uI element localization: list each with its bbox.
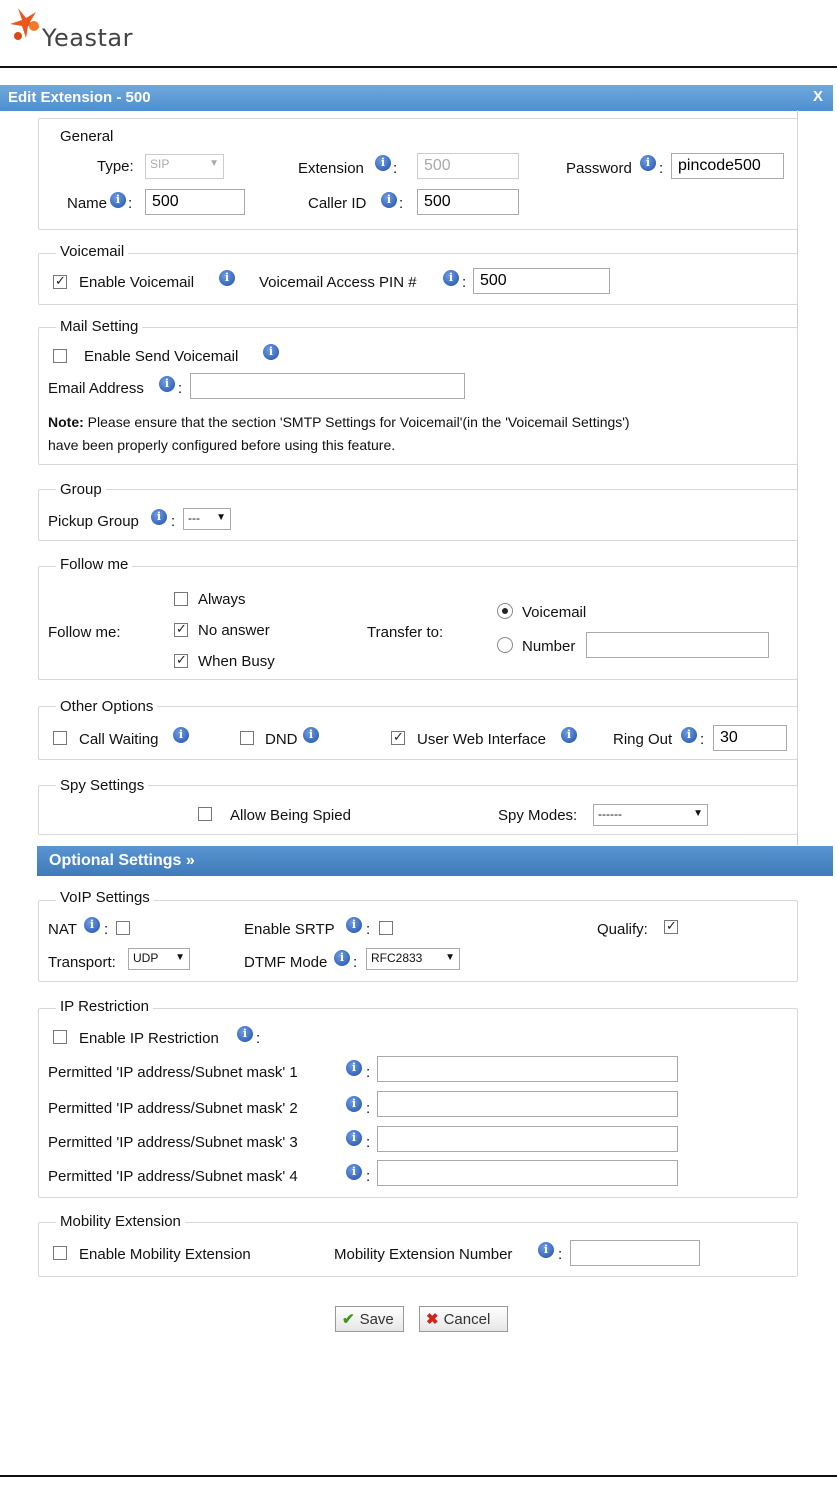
colon: : — [366, 1168, 371, 1185]
extension-input[interactable] — [417, 153, 519, 179]
followme-number-input[interactable] — [586, 632, 769, 658]
colon: : — [366, 921, 371, 938]
ip-row-4-input[interactable] — [377, 1160, 678, 1186]
followme-fieldset — [38, 566, 798, 680]
ip-row-2-label: Permitted 'IP address/Subnet mask' 2 — [48, 1100, 298, 1117]
transport-label: Transport: — [48, 954, 116, 971]
number-radio[interactable] — [497, 637, 513, 653]
checkmark-icon: ✔ — [342, 1311, 355, 1328]
noanswer-label: No answer — [198, 622, 270, 639]
type-select[interactable]: SIP ▼ — [145, 154, 224, 179]
password-input[interactable] — [671, 153, 784, 179]
dtmf-label: DTMF Mode — [244, 954, 328, 971]
colon: : — [256, 1030, 261, 1047]
whenbusy-label: When Busy — [198, 653, 275, 670]
pin-input[interactable] — [473, 268, 610, 294]
ip-row-4-label: Permitted 'IP address/Subnet mask' 4 — [48, 1168, 298, 1185]
qualify-checkbox[interactable] — [664, 920, 678, 934]
colon: : — [104, 921, 109, 938]
dtmf-select[interactable]: RFC2833 ▼ — [366, 948, 460, 970]
name-input[interactable] — [145, 189, 245, 215]
info-icon[interactable]: i — [443, 270, 459, 286]
info-icon[interactable]: i — [375, 155, 391, 171]
info-icon[interactable]: i — [219, 270, 235, 286]
colon: : — [659, 160, 664, 177]
voicemail-radio[interactable] — [497, 603, 513, 619]
callwaiting-checkbox[interactable] — [53, 731, 67, 745]
mail-legend: Mail Setting — [56, 318, 142, 335]
close-button[interactable]: X — [812, 88, 823, 105]
optional-settings-toggle[interactable] — [37, 846, 833, 876]
ip-row-1-input[interactable] — [377, 1056, 678, 1082]
info-icon[interactable]: i — [346, 1164, 362, 1180]
info-icon[interactable]: i — [263, 344, 279, 360]
colon: : — [171, 513, 176, 530]
always-checkbox[interactable] — [174, 592, 188, 606]
info-icon[interactable]: i — [346, 1130, 362, 1146]
colon: : — [399, 195, 404, 212]
srtp-checkbox[interactable] — [379, 921, 393, 935]
ringout-label: Ring Out — [613, 731, 673, 748]
dialog-title: Edit Extension - 500 — [8, 89, 151, 106]
info-icon[interactable]: i — [346, 1060, 362, 1076]
mail-note-line1 — [48, 414, 630, 430]
chevron-down-icon: ▼ — [209, 158, 219, 169]
colon: : — [366, 1100, 371, 1117]
qualify-label: Qualify: — [597, 921, 648, 938]
optional-settings-title: Optional Settings » — [49, 852, 195, 869]
colon: : — [700, 731, 705, 748]
chevron-down-icon: ▼ — [693, 808, 703, 819]
info-icon[interactable]: i — [346, 1096, 362, 1112]
colon: : — [353, 954, 358, 971]
general-legend: General — [56, 128, 117, 145]
email-input[interactable] — [190, 373, 465, 399]
followme-legend: Follow me — [56, 556, 132, 573]
enable-voicemail-label: Enable Voicemail — [79, 274, 195, 291]
bottom-rule — [0, 1475, 837, 1477]
info-icon[interactable]: i — [681, 727, 697, 743]
ip-row-1-label: Permitted 'IP address/Subnet mask' 1 — [48, 1064, 298, 1081]
note-bold: Note: — [48, 414, 84, 430]
info-icon[interactable]: i — [151, 509, 167, 525]
chevron-down-icon: ▼ — [216, 512, 226, 523]
colon: : — [128, 195, 133, 212]
logo-text: Yeastar — [42, 24, 133, 52]
always-label: Always — [198, 591, 246, 608]
info-icon[interactable]: i — [237, 1026, 253, 1042]
info-icon[interactable]: i — [110, 192, 126, 208]
voicemail-radio-label: Voicemail — [522, 604, 587, 621]
mobility-legend: Mobility Extension — [56, 1213, 185, 1230]
pin-label: Voicemail Access PIN # — [259, 274, 417, 291]
allow-spied-label: Allow Being Spied — [230, 807, 351, 824]
group-legend: Group — [56, 481, 106, 498]
allow-spied-checkbox[interactable] — [198, 807, 212, 821]
info-icon[interactable]: i — [159, 376, 175, 392]
srtp-label: Enable SRTP — [244, 921, 335, 938]
mail-note-line2: have been properly configured before using this feature. — [48, 437, 396, 453]
mobility-number-input[interactable] — [570, 1240, 700, 1266]
colon: : — [393, 160, 398, 177]
webif-label: User Web Interface — [417, 731, 546, 748]
colon: : — [366, 1064, 371, 1081]
pickup-group-select[interactable]: --- ▼ — [183, 508, 231, 530]
extension-label: Extension — [298, 160, 364, 177]
followme-label: Follow me: — [48, 624, 121, 641]
webif-checkbox[interactable] — [391, 731, 405, 745]
colon: : — [178, 380, 183, 397]
info-icon[interactable]: i — [538, 1242, 554, 1258]
enable-send-voicemail-checkbox[interactable] — [53, 349, 67, 363]
callwaiting-label: Call Waiting — [79, 731, 159, 748]
transport-select[interactable]: UDP ▼ — [128, 948, 190, 970]
note-text: Please ensure that the section 'SMTP Settings for Voicemail'(in the 'Voicemail Settings') — [83, 414, 630, 430]
colon: : — [462, 274, 467, 291]
colon: : — [366, 1134, 371, 1151]
email-label: Email Address — [48, 380, 144, 397]
dnd-label: DND — [265, 731, 298, 748]
voicemail-legend: Voicemail — [56, 243, 128, 260]
ip-row-3-input[interactable] — [377, 1126, 678, 1152]
info-icon[interactable]: i — [173, 727, 189, 743]
ip-row-3-label: Permitted 'IP address/Subnet mask' 3 — [48, 1134, 298, 1151]
nat-label: NAT — [48, 921, 77, 938]
cancel-button[interactable]: ✖ Cancel — [419, 1306, 508, 1332]
cross-icon: ✖ — [426, 1311, 439, 1328]
enable-ip-restriction-label: Enable IP Restriction — [79, 1030, 219, 1047]
chevron-down-icon: ▼ — [445, 952, 455, 963]
logo-star-icon — [4, 2, 44, 52]
ip-restriction-legend: IP Restriction — [56, 998, 153, 1015]
dnd-checkbox[interactable] — [240, 731, 254, 745]
enable-ip-restriction-checkbox[interactable] — [53, 1030, 67, 1044]
dialog-titlebar — [0, 85, 833, 111]
whenbusy-checkbox[interactable] — [174, 654, 188, 668]
noanswer-checkbox[interactable] — [174, 623, 188, 637]
name-label: Name — [67, 195, 108, 212]
info-icon[interactable]: i — [334, 950, 350, 966]
info-icon[interactable]: i — [381, 192, 397, 208]
callerid-label: Caller ID — [308, 195, 367, 212]
chevron-down-icon: ▼ — [175, 952, 185, 963]
number-radio-label: Number — [522, 638, 576, 655]
password-label: Password — [566, 160, 632, 177]
type-label: Type: — [97, 158, 134, 175]
other-legend: Other Options — [56, 698, 157, 715]
info-icon[interactable]: i — [640, 155, 656, 171]
spy-modes-label: Spy Modes: — [498, 807, 578, 824]
info-icon[interactable]: i — [84, 917, 100, 933]
nat-checkbox[interactable] — [116, 921, 130, 935]
yeastar-logo — [4, 2, 174, 62]
mobility-number-label: Mobility Extension Number — [334, 1246, 513, 1263]
top-rule — [0, 66, 837, 68]
info-icon[interactable]: i — [303, 727, 319, 743]
pickup-group-label: Pickup Group — [48, 513, 139, 530]
transfer-label: Transfer to: — [367, 624, 444, 641]
enable-mobility-checkbox[interactable] — [53, 1246, 67, 1260]
info-icon[interactable]: i — [346, 917, 362, 933]
ringout-input[interactable] — [713, 725, 787, 751]
enable-mobility-label: Enable Mobility Extension — [79, 1246, 251, 1263]
spy-legend: Spy Settings — [56, 777, 148, 794]
enable-send-voicemail-label: Enable Send Voicemail — [84, 348, 239, 365]
voip-legend: VoIP Settings — [56, 889, 154, 906]
callerid-input[interactable] — [417, 189, 519, 215]
enable-voicemail-checkbox[interactable] — [53, 275, 67, 289]
info-icon[interactable]: i — [561, 727, 577, 743]
colon: : — [558, 1246, 563, 1263]
ip-row-2-input[interactable] — [377, 1091, 678, 1117]
save-button[interactable]: ✔ Save — [335, 1306, 404, 1332]
spy-modes-select[interactable]: ------ ▼ — [593, 804, 708, 826]
